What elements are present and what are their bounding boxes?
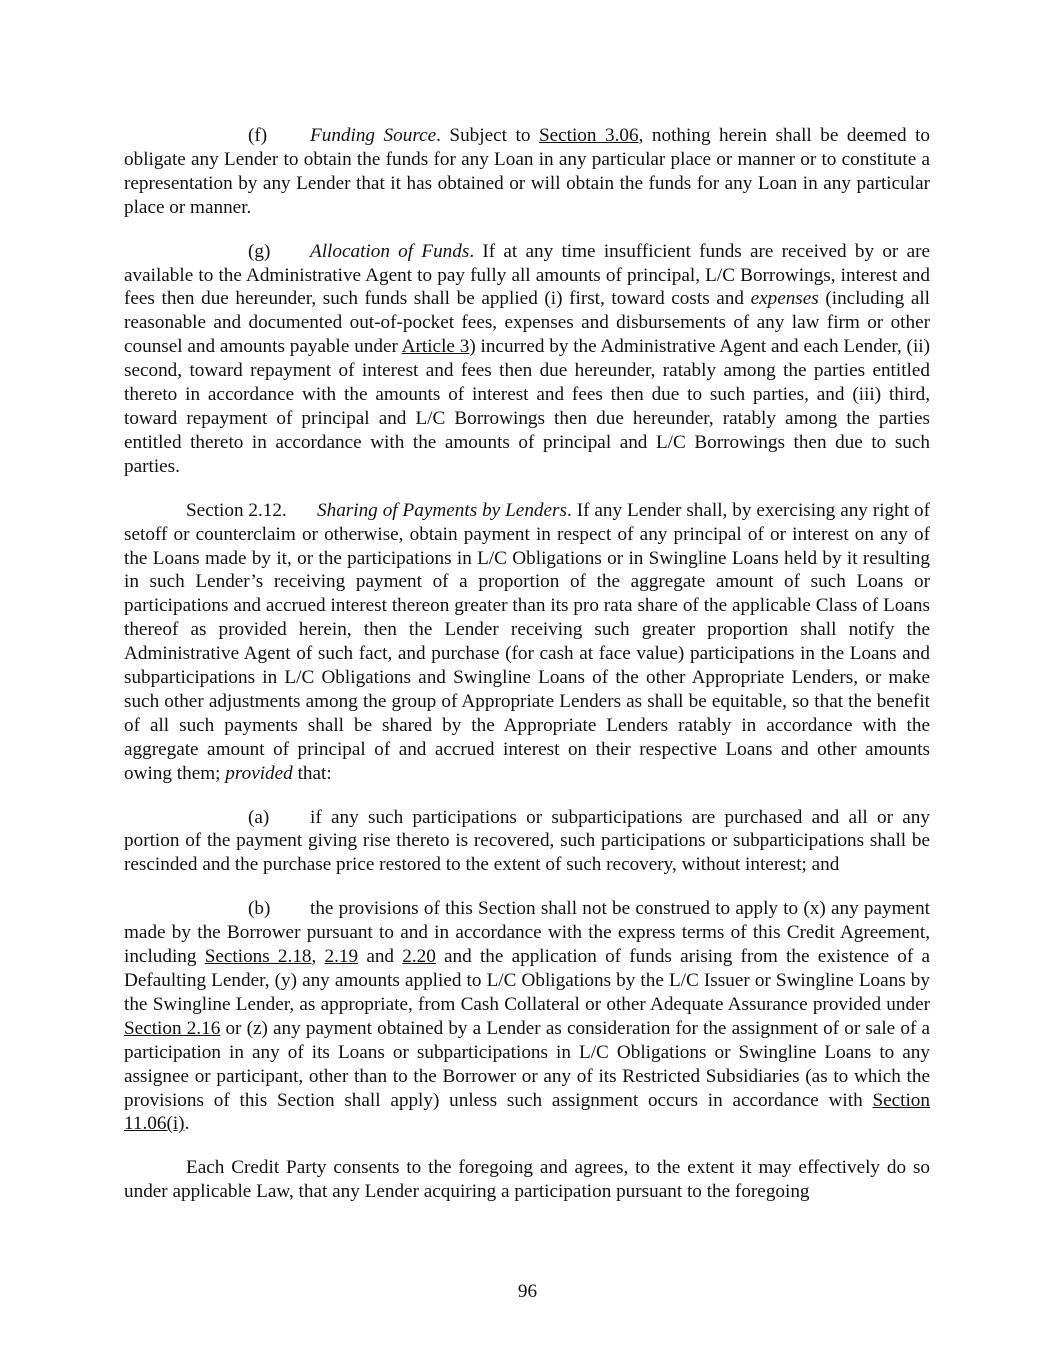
- paragraph-text: .: [184, 1113, 190, 1135]
- italic-text: provided: [225, 762, 293, 784]
- paragraph-caption: Funding Source: [310, 125, 437, 146]
- article-reference-link[interactable]: Article 3: [401, 336, 470, 358]
- section-reference-link[interactable]: Sections 2.18: [204, 946, 312, 968]
- section-reference-link[interactable]: Section 11.06(i): [124, 1089, 930, 1135]
- paragraph-text: (including all reasonable and documented out-of-pocket fees, expenses and disbursements of any law firm or other counsel and amounts payable under: [124, 288, 930, 358]
- paragraph-text: that:: [292, 762, 332, 784]
- paragraph-text: Each Credit Party consents to the foregoing and agrees, to the extent it may effectively do so under applicable Law, that any Lender acquiring a participation pursuant to the foregoing: [124, 1157, 930, 1203]
- paragraph-text: the provisions of this Section shall not be construed to apply to (x) any payment made by the Borrower pursuant to and in accordance with the express terms of this Credit Agreement, including: [124, 898, 930, 968]
- paragraph-caption: Allocation of Funds: [310, 240, 470, 262]
- paragraph-text: . If any Lender shall, by exercising any right of setoff or counterclaim or otherwise, obtain payment in respect of any principal of or interest on any of the Loans made by it, or the participations in L/C Obligations or in Swingline Loans held by it resulting in such Lender’s receiving payment of a proportion of the aggregate amount of such Loans or participations and accrued interest thereon greater than its pro rata share of the applicable Class of Loans thereof as provided herein, then the Lender receiving such greater proportion shall notify the Administrative Agent of such fact, and purchase (for cash at face value) participations in the Loans and subparticipations in L/C Obligations and Swingline Loans of the other Appropriate Lenders, or make such other adjustments among the group of Appropriate Lenders as shall be equitable, so that the benefit of all such payments shall be shared by the Appropriate Lenders ratably in accordance with the aggregate amount of principal of and accrued interest on their respective Loans and other amounts owing them;: [124, 499, 930, 784]
- paragraph-text: if any such participations or subparticipations are purchased and all or any portion of the payment giving rise thereto is recovered, such participations or subparticipations shall be rescinded and the purchase price restored to the extent of such recovery, without interest; and: [124, 806, 930, 876]
- paragraph-text: and the application of funds arising from the existence of a Defaulting Lender, (y) any amounts applied to L/C Obligations by the L/C Issuer or Swingline Loans by the Swingline Lender, as appropriate, from Cash Collateral or other Adequate Assurance provided under: [124, 946, 931, 1015]
- paragraph-number: (g): [248, 240, 271, 262]
- paragraph-text: . Subject to: [436, 125, 539, 146]
- paragraph-text: , nothing herein shall be deemed to obligate any Lender to obtain the funds for any Loan in any particular place or manner or to constitute a representation by any Lender that it has obtained or will obtain the funds for any Loan in any particular place or manner.: [124, 125, 930, 218]
- paragraph-g-allocation-of-funds: [124, 240, 930, 479]
- section-reference-link[interactable]: 2.19: [324, 946, 359, 968]
- paragraph-number: (b): [248, 898, 271, 920]
- paragraph-text: ) incurred by the Administrative Agent and each Lender, (ii) second, toward repayment of interest and fees then due hereunder, ratably among the parties entitled thereto in accordance with the amounts of interest and fees then due to such parties, and (iii) third, toward repayment of principal and L/C Borrowings then due hereunder, ratably among the parties entitled thereto in accordance with the amounts of principal and L/C Borrowings then due to such parties.: [124, 336, 930, 477]
- section-reference-link[interactable]: Section 3.06: [538, 125, 639, 146]
- paragraph-text: . If at any time insufficient funds are received by or are available to the Administrative Agent to pay fully all amounts of principal, L/C Borrowings, interest and fees then due hereunder, such funds shall be applied (i) first, toward costs and: [124, 240, 930, 310]
- paragraph-credit-party-consent: [124, 1156, 930, 1204]
- paragraph-text: ,: [311, 946, 325, 968]
- section-number: Section 2.12.: [186, 499, 287, 521]
- paragraph-number: (f): [248, 125, 268, 146]
- paragraph-f-funding-source: [124, 124, 930, 220]
- paragraph-text: or (z) any payment obtained by a Lender as consideration for the assignment of or sale of a participation in any of its Loans or subparticipations in L/C Obligations or Swingline Loans to any assignee or participant, other than to the Borrower or any of its Restricted Subsidiaries (as to which the provisions of this Section shall apply) unless such assignment occurs in accordance with: [124, 1017, 931, 1111]
- document-page: [124, 124, 930, 1224]
- section-caption: Sharing of Payments by Lenders: [317, 499, 567, 521]
- section-2-12-sharing-of-payments: [124, 499, 930, 786]
- paragraph-a: [124, 806, 930, 878]
- paragraph-b: [124, 897, 930, 1136]
- section-reference-link[interactable]: Section 2.16: [124, 1017, 221, 1039]
- paragraph-text: and: [358, 946, 403, 968]
- page-number: 96: [517, 1281, 538, 1302]
- italic-text: expenses: [750, 288, 819, 310]
- paragraph-number: (a): [248, 806, 270, 828]
- section-reference-link[interactable]: 2.20: [402, 946, 436, 968]
